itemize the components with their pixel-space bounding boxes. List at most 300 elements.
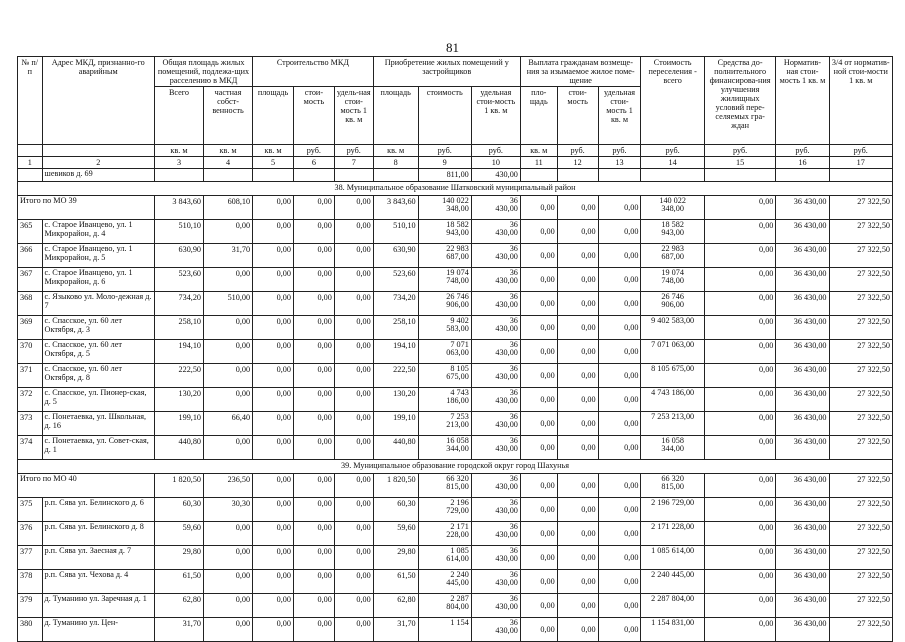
area-private-cell: 0,00: [204, 436, 253, 460]
header-total-cost: Стоимость переселения - всего: [641, 57, 704, 145]
norm-cost-cell: 36 430,00: [776, 618, 829, 642]
area-total-cell: 29,80: [154, 546, 203, 570]
address-cell: с. Понетаевка, ул. Школьная, д. 16: [42, 412, 154, 436]
address-cell: д. Туманино ул. Заречная д. 1: [42, 594, 154, 618]
area-total-cell: 59,60: [154, 522, 203, 546]
three-quarter-cell: 27 322,50: [829, 498, 892, 522]
build-cell: 0,00: [293, 268, 334, 292]
buy-unit-cell-line1: 36: [509, 594, 518, 603]
payment-cell: 0,00: [598, 388, 641, 412]
buy-unit-cell-line1: 36: [509, 220, 518, 229]
row-number: 374: [18, 436, 43, 460]
total-cost-cell: [641, 498, 704, 522]
payment-cell: 0,00: [520, 340, 557, 364]
unit-cell: руб.: [641, 145, 704, 157]
buy-unit-cell: [471, 546, 520, 570]
address-cell: с. Спасское, ул. 60 лет Октября, д. 3: [42, 316, 154, 340]
payment-cell: 0,00: [520, 364, 557, 388]
norm-cost-cell: 36 430,00: [776, 316, 829, 340]
row-number: 375: [18, 498, 43, 522]
build-cell: 0,00: [334, 498, 373, 522]
unit-cell: кв. м: [253, 145, 294, 157]
norm-cost-cell: 36 430,00: [776, 436, 829, 460]
three-quarter-cell: 27 322,50: [829, 316, 892, 340]
payment-cell: 0,00: [598, 594, 641, 618]
buy-unit-cell: [471, 594, 520, 618]
table-row: [18, 618, 893, 642]
norm-cost-cell: 36 430,00: [776, 412, 829, 436]
address-cell: с. Спасское, ул. 60 лет Октября, д. 8: [42, 364, 154, 388]
buy-unit-cell-line2: 430,00: [495, 444, 518, 453]
buy-cost-cell-line2: 675,00: [446, 372, 469, 381]
buy-unit-cell-line2: 430,00: [495, 554, 518, 563]
buy-cost-cell-line2: 614,00: [446, 554, 469, 563]
table-row: [18, 546, 893, 570]
total-cost-cell-line1: 9 402 583,00: [651, 316, 695, 325]
buy-cost-cell: [418, 412, 471, 436]
buy-cost-cell-line1: 7 253: [450, 412, 469, 421]
buy-cost-cell-line2: 906,00: [446, 300, 469, 309]
build-cell: 0,00: [334, 316, 373, 340]
total-c15: 0,00: [704, 474, 776, 498]
payment-cell: 0,00: [557, 522, 598, 546]
row-number: 373: [18, 412, 43, 436]
area-total-cell: 734,20: [154, 292, 203, 316]
total-cost-cell-line1: 22 983: [661, 244, 684, 253]
area-private-cell: 0,00: [204, 570, 253, 594]
cell: [557, 169, 598, 182]
area-private-cell: 0,00: [204, 546, 253, 570]
buy-unit-cell-line2: 430,00: [495, 252, 518, 261]
build-cell: 0,00: [293, 244, 334, 268]
buy-cost-cell-line2: 445,00: [446, 578, 469, 587]
address-cell: с. Старое Иванцево, ул. 1 Микрорайон, д. 5: [42, 244, 154, 268]
build-cell: 0,00: [334, 594, 373, 618]
extra-funding-cell: 0,00: [704, 522, 776, 546]
total-c5: 0,00: [253, 196, 294, 220]
area-total-cell: 61,50: [154, 570, 203, 594]
row-number: 371: [18, 364, 43, 388]
norm-cost-cell: 36 430,00: [776, 594, 829, 618]
payment-cell: 0,00: [520, 436, 557, 460]
build-cell: 0,00: [293, 546, 334, 570]
build-cell: 0,00: [334, 388, 373, 412]
total-c14: [641, 196, 704, 220]
buy-unit-cell: [471, 436, 520, 460]
total-cost-cell-line2: 687,00: [661, 252, 684, 261]
total-c8: 3 843,60: [373, 196, 418, 220]
total-label: Итого по МО 39: [18, 196, 155, 220]
buy-unit-cell-line2: 430,00: [495, 602, 518, 611]
norm-cost-cell: 36 430,00: [776, 388, 829, 412]
unit-cell: руб.: [471, 145, 520, 157]
total-cost-cell: [641, 220, 704, 244]
three-quarter-cell: 27 322,50: [829, 618, 892, 642]
buy-unit-cell-line2: 430,00: [495, 300, 518, 309]
units-row: [18, 145, 893, 157]
row-number: 366: [18, 244, 43, 268]
header-sub-unit3: удельная стои-мость 1 кв. м: [598, 87, 641, 145]
buy-unit-cell: [471, 618, 520, 642]
payment-cell: 0,00: [598, 546, 641, 570]
row-number: 372: [18, 388, 43, 412]
buy-cost-cell-line1: 26 746: [446, 292, 469, 301]
build-cell: 0,00: [293, 570, 334, 594]
total-c10: [471, 196, 520, 220]
row-number: 365: [18, 220, 43, 244]
buy-area-cell: 61,50: [373, 570, 418, 594]
total-c7: 0,00: [334, 196, 373, 220]
buy-area-cell: 62,80: [373, 594, 418, 618]
total-cost-cell-line1: 19 074: [661, 268, 684, 277]
total-cost-cell-line1: 2 196 729,00: [651, 498, 695, 507]
unit-cell: руб.: [829, 145, 892, 157]
three-quarter-cell: 27 322,50: [829, 220, 892, 244]
row-number: 368: [18, 292, 43, 316]
three-quarter-cell: 27 322,50: [829, 364, 892, 388]
column-index-cell: 2: [42, 157, 154, 169]
table-row: [18, 412, 893, 436]
total-c5: 0,00: [253, 474, 294, 498]
payment-cell: 0,00: [557, 436, 598, 460]
norm-cost-cell: 36 430,00: [776, 364, 829, 388]
cell: [598, 169, 641, 182]
extra-funding-cell: 0,00: [704, 340, 776, 364]
build-cell: 0,00: [334, 220, 373, 244]
unit-cell: руб.: [334, 145, 373, 157]
buy-unit-cell: [471, 244, 520, 268]
header-payment-group: Выплата гражданам возмеще-ния за изымаемое жилое поме-щение: [520, 57, 641, 87]
buy-cost-cell-line1: 2 240: [450, 570, 469, 579]
buy-cost-cell: [418, 436, 471, 460]
buy-cost-cell-line1: 4 743: [450, 388, 469, 397]
buy-area-cell: 734,20: [373, 292, 418, 316]
payment-cell: 0,00: [598, 618, 641, 642]
cell: [253, 169, 294, 182]
buy-cost-cell-line2: 943,00: [446, 228, 469, 237]
section-heading-38: [18, 182, 893, 196]
payment-cell: 0,00: [520, 220, 557, 244]
total-c11: 0,00: [520, 196, 557, 220]
area-total-cell: 62,80: [154, 594, 203, 618]
header-norm-cost: Норматив-ная стои-мость 1 кв. м: [776, 57, 829, 145]
norm-cost-cell: 36 430,00: [776, 220, 829, 244]
build-cell: 0,00: [253, 618, 294, 642]
three-quarter-cell: 27 322,50: [829, 546, 892, 570]
payment-cell: 0,00: [520, 522, 557, 546]
total-c16: 36 430,00: [776, 196, 829, 220]
norm-cost-cell: 36 430,00: [776, 340, 829, 364]
buy-unit-cell-line1: 36: [509, 388, 518, 397]
buy-cost-cell: [418, 498, 471, 522]
table-row: [18, 268, 893, 292]
total-c9-line1: 140 022: [442, 196, 469, 205]
total-cost-cell-line1: 2 287 804,00: [651, 594, 695, 603]
build-cell: 0,00: [334, 570, 373, 594]
payment-cell: 0,00: [557, 412, 598, 436]
buy-unit-cell-line2: 430,00: [495, 276, 518, 285]
total-c11: 0,00: [520, 474, 557, 498]
area-total-cell: 510,10: [154, 220, 203, 244]
payment-cell: 0,00: [557, 268, 598, 292]
build-cell: 0,00: [253, 340, 294, 364]
area-private-cell: 30,30: [204, 498, 253, 522]
column-index-cell: 16: [776, 157, 829, 169]
area-private-cell: 0,00: [204, 364, 253, 388]
area-private-cell: 0,00: [204, 618, 253, 642]
header-sub-unit1: удель-ная стои-мость 1 кв. м: [334, 87, 373, 145]
column-index-cell: 4: [204, 157, 253, 169]
section-heading-39: [18, 460, 893, 474]
build-cell: 0,00: [253, 498, 294, 522]
extra-funding-cell: 0,00: [704, 570, 776, 594]
payment-cell: 0,00: [598, 436, 641, 460]
build-cell: 0,00: [293, 364, 334, 388]
extra-funding-cell: 0,00: [704, 244, 776, 268]
column-index-cell: 5: [253, 157, 294, 169]
build-cell: 0,00: [293, 340, 334, 364]
payment-cell: 0,00: [520, 316, 557, 340]
payment-cell: 0,00: [598, 522, 641, 546]
header-sub-cost3: стои-мость: [557, 87, 598, 145]
cell: [704, 169, 776, 182]
payment-cell: 0,00: [598, 570, 641, 594]
cell: [373, 169, 418, 182]
build-cell: 0,00: [253, 316, 294, 340]
address-cell: с. Старое Иванцево, ул. 1 Микрорайон, д. 4: [42, 220, 154, 244]
row-number: 377: [18, 546, 43, 570]
page-number: 81: [446, 40, 459, 55]
build-cell: 0,00: [334, 268, 373, 292]
buy-cost-cell: [418, 546, 471, 570]
buy-unit-cell-line1: 36: [509, 546, 518, 555]
total-c14: [641, 474, 704, 498]
buy-cost-cell-line1: 16 058: [446, 436, 469, 445]
total-cost-cell: [641, 292, 704, 316]
table-row: [18, 570, 893, 594]
address-cell: с. Понетаевка, ул. Совет-ская, д. 1: [42, 436, 154, 460]
table-row: [18, 498, 893, 522]
header-sub-private: частная собст-венность: [204, 87, 253, 145]
total-cost-cell-line2: 906,00: [661, 300, 684, 309]
norm-cost-cell: 36 430,00: [776, 498, 829, 522]
cell: [293, 169, 334, 182]
build-cell: 0,00: [293, 436, 334, 460]
total-cost-cell-line1: 18 582: [661, 220, 684, 229]
cell: [641, 169, 704, 182]
build-cell: 0,00: [334, 340, 373, 364]
payment-cell: 0,00: [557, 594, 598, 618]
buy-cost-cell-line2: 687,00: [446, 252, 469, 261]
payment-cell: 0,00: [557, 388, 598, 412]
buy-area-cell: 59,60: [373, 522, 418, 546]
buy-cost-cell-line2: 213,00: [446, 420, 469, 429]
table-row: [18, 436, 893, 460]
buy-unit-cell: [471, 412, 520, 436]
column-index-cell: 12: [557, 157, 598, 169]
buy-cost-cell-line2: 228,00: [446, 530, 469, 539]
payment-cell: 0,00: [598, 292, 641, 316]
payment-cell: 0,00: [520, 594, 557, 618]
buy-unit-cell-line1: 36: [509, 244, 518, 253]
build-cell: 0,00: [334, 364, 373, 388]
buy-area-cell: 258,10: [373, 316, 418, 340]
address-cell: р.п. Сява ул. Заесная д. 7: [42, 546, 154, 570]
area-private-cell: 510,00: [204, 292, 253, 316]
buy-cost-cell-line2: 748,00: [446, 276, 469, 285]
buy-area-cell: 199,10: [373, 412, 418, 436]
buy-unit-cell: [471, 522, 520, 546]
total-cost-cell: [641, 244, 704, 268]
buy-unit-cell: [471, 498, 520, 522]
payment-cell: 0,00: [598, 340, 641, 364]
column-index-cell: 8: [373, 157, 418, 169]
buy-cost-cell: [418, 268, 471, 292]
area-total-cell: 440,80: [154, 436, 203, 460]
build-cell: 0,00: [253, 220, 294, 244]
total-cost-cell: [641, 316, 704, 340]
total-cost-cell-line1: 16 058: [661, 436, 684, 445]
total-c10: [471, 474, 520, 498]
total-c10-line1: 36: [509, 196, 518, 205]
total-c4: 608,10: [204, 196, 253, 220]
payment-cell: 0,00: [598, 498, 641, 522]
payment-cell: 0,00: [598, 412, 641, 436]
build-cell: 0,00: [253, 436, 294, 460]
payment-cell: 0,00: [557, 618, 598, 642]
cell: [334, 169, 373, 182]
buy-cost-cell: [418, 292, 471, 316]
unit-cell: [18, 145, 43, 157]
area-private-cell: 0,00: [204, 220, 253, 244]
extra-funding-cell: 0,00: [704, 316, 776, 340]
buy-area-cell: 440,80: [373, 436, 418, 460]
total-cost-cell: [641, 412, 704, 436]
buy-area-cell: 510,10: [373, 220, 418, 244]
total-cost-cell-line2: 943,00: [661, 228, 684, 237]
buy-area-cell: 60,30: [373, 498, 418, 522]
unit-cell: руб.: [293, 145, 334, 157]
build-cell: 0,00: [334, 618, 373, 642]
total-c17: 27 322,50: [829, 474, 892, 498]
cell: [154, 169, 203, 182]
buy-cost-cell-line2: 063,00: [446, 348, 469, 357]
buy-cost-cell: [418, 316, 471, 340]
section-title: 38. Муниципальное образование Шатковский муниципальный район: [18, 182, 893, 196]
buy-area-cell: 130,20: [373, 388, 418, 412]
unit-cell: руб.: [776, 145, 829, 157]
row-number: 370: [18, 340, 43, 364]
buy-unit-cell: [471, 570, 520, 594]
buy-unit-cell-line2: 430,00: [495, 228, 518, 237]
three-quarter-cell: 27 322,50: [829, 292, 892, 316]
extra-funding-cell: 0,00: [704, 220, 776, 244]
address-cell: с. Старое Иванцево, ул. 1 Микрорайон, д. 6: [42, 268, 154, 292]
cell: [520, 169, 557, 182]
total-c9-line2: 348,00: [446, 204, 469, 213]
buy-cost-cell-line2: 729,00: [446, 506, 469, 515]
total-c3: 3 843,60: [154, 196, 203, 220]
buy-cost-cell-line1: 2 171: [450, 522, 469, 531]
header-buy-group: Приобретение жилых помещений у застройщиков: [373, 57, 520, 87]
total-cost-cell-line1: 4 743 186,00: [651, 388, 695, 397]
buy-cost-cell-line1: 2 196: [450, 498, 469, 507]
buy-unit-cell-line2: 430,00: [495, 420, 518, 429]
table-row: [18, 388, 893, 412]
buy-cost-cell: [418, 340, 471, 364]
buy-unit-cell-line2: 430,00: [495, 626, 518, 635]
payment-cell: 0,00: [520, 268, 557, 292]
buy-unit-cell: [471, 316, 520, 340]
header-sub-unit2: удельная стои-мость 1 кв. м: [471, 87, 520, 145]
area-total-cell: 258,10: [154, 316, 203, 340]
area-total-cell: 60,30: [154, 498, 203, 522]
area-total-cell: 130,20: [154, 388, 203, 412]
buy-unit-cell-line2: 430,00: [495, 396, 518, 405]
area-private-cell: 0,00: [204, 522, 253, 546]
build-cell: 0,00: [253, 570, 294, 594]
three-quarter-cell: 27 322,50: [829, 522, 892, 546]
column-index-cell: 1: [18, 157, 43, 169]
total-c16: 36 430,00: [776, 474, 829, 498]
total-c7: 0,00: [334, 474, 373, 498]
total-c9-line2: 815,00: [446, 482, 469, 491]
area-total-cell: 222,50: [154, 364, 203, 388]
payment-cell: 0,00: [557, 292, 598, 316]
extra-funding-cell: 0,00: [704, 546, 776, 570]
header-three-quarters: 3/4 от норматив-ной стои-мости 1 кв. м: [829, 57, 892, 145]
buy-unit-cell-line2: 430,00: [495, 506, 518, 515]
cell: [829, 169, 892, 182]
column-index-cell: 3: [154, 157, 203, 169]
row-number: 379: [18, 594, 43, 618]
three-quarter-cell: 27 322,50: [829, 244, 892, 268]
total-cost-cell: [641, 436, 704, 460]
total-c15: 0,00: [704, 196, 776, 220]
total-cost-cell-line1: 2 171 228,00: [651, 522, 695, 531]
buy-unit-cell-line2: 430,00: [495, 530, 518, 539]
extra-funding-cell: 0,00: [704, 594, 776, 618]
column-index-cell: 11: [520, 157, 557, 169]
unit-cell: кв. м: [154, 145, 203, 157]
buy-unit-cell-line1: 36: [509, 292, 518, 301]
payment-cell: 0,00: [520, 292, 557, 316]
total-c10-line2: 430,00: [495, 482, 518, 491]
address-cell: с. Языково ул. Моло-дежная д. 7: [42, 292, 154, 316]
three-quarter-cell: 27 322,50: [829, 340, 892, 364]
table-row: [18, 220, 893, 244]
total-cost-cell: [641, 546, 704, 570]
column-index-cell: 7: [334, 157, 373, 169]
payment-cell: 0,00: [557, 570, 598, 594]
three-quarter-cell: 27 322,50: [829, 594, 892, 618]
extra-funding-cell: 0,00: [704, 412, 776, 436]
column-index-cell: 10: [471, 157, 520, 169]
area-private-cell: 0,00: [204, 594, 253, 618]
header-area-group: Общая площадь жилых помещений, подлежа-щих расселению в МКД: [154, 57, 252, 87]
buy-cost-cell-line1: 1 085: [450, 546, 469, 555]
total-cost-cell-line1: 1 085 614,00: [651, 546, 695, 555]
buy-unit-cell-line1: 36: [509, 412, 518, 421]
build-cell: 0,00: [253, 268, 294, 292]
buy-cost-cell: [418, 570, 471, 594]
total-c12: 0,00: [557, 196, 598, 220]
buy-cost-cell: [418, 244, 471, 268]
build-cell: 0,00: [334, 522, 373, 546]
build-cell: 0,00: [334, 436, 373, 460]
header-sub-total: Всего: [154, 87, 203, 145]
header-sub-area1: площадь: [253, 87, 294, 145]
